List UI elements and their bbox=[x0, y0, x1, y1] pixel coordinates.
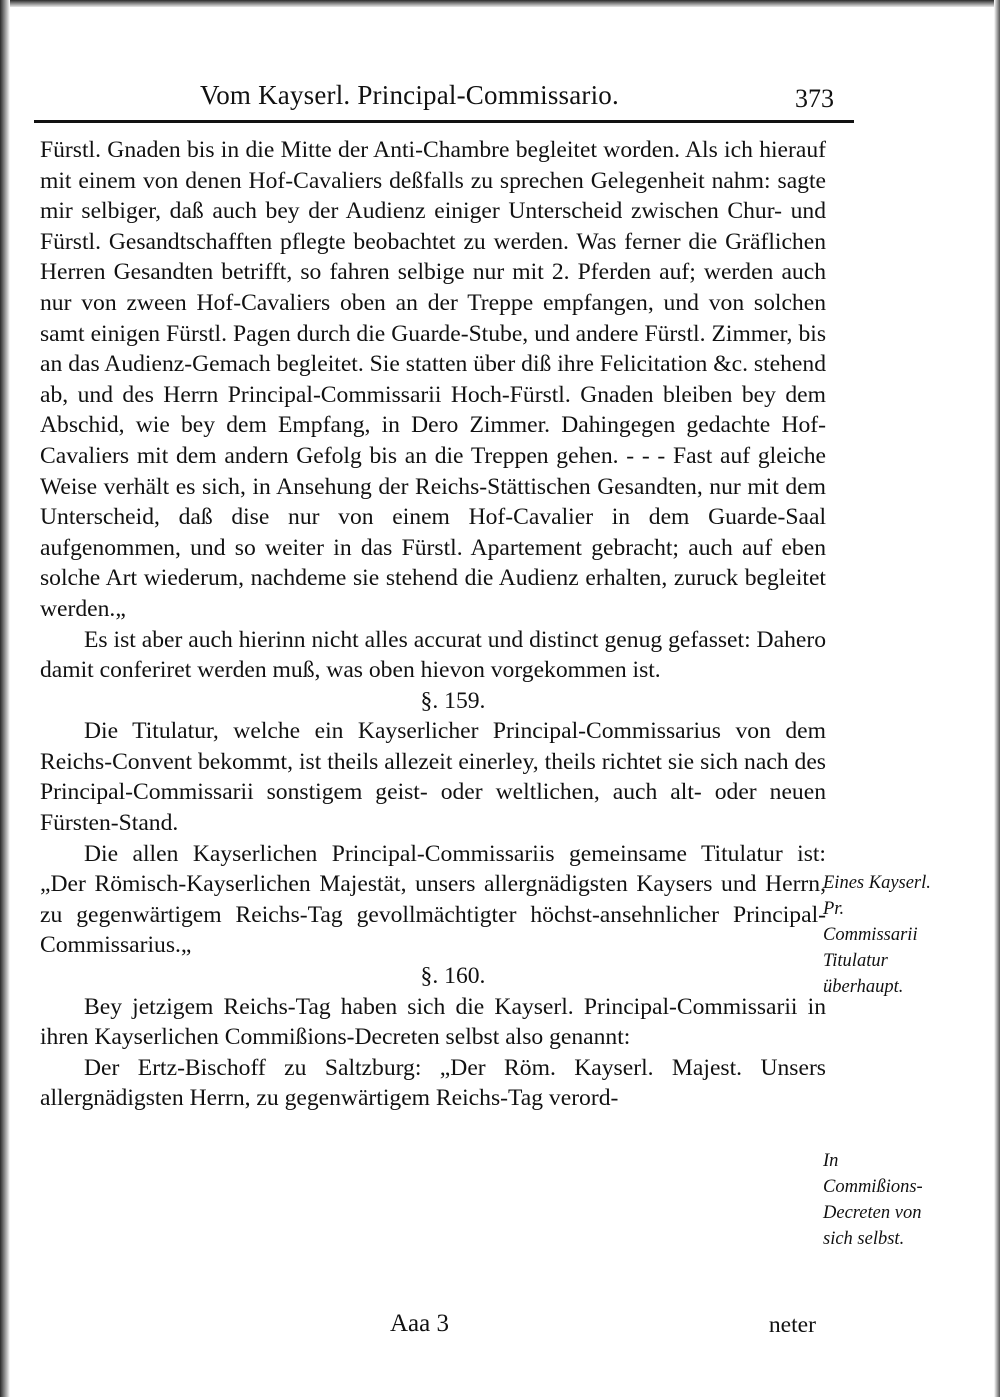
running-title: Vom Kayserl. Principal-Commissario. bbox=[200, 80, 619, 110]
paragraph-continued: Fürstl. Gnaden bis in die Mitte der Anti-Chambre begleitet worden. Als ich hierauf mit einem von denen Hof-Cavaliers deßfalls zu sprechen Gelegenheit nahm: sagte mir selbiger, daß auch bey der Audienz einiger Unterscheid zwischen Chur- und Fürstl. Gesandtschafften pflegte beobachtet zu werden. Was ferner die Gräflichen Herren Gesandten betrifft, so fahren selbige nur mit 2. Pferden auf; werden auch nur von zween Hof-Cavaliers oben an der Treppe empfangen, und von solchen samt einigen Fürstl. Pagen durch die Guarde-Stube, und andere Fürstl. Zimmer, bis an das Audienz-Gemach begleitet. Sie statten über diß ihre Felicitation &c. stehend ab, und des Herrn Principal-Commissarii Hoch-Fürstl. Gnaden bleiben bey dem Abschid, wie bey dem Empfang, in Dero Zimmer. Dahingegen gedachte Hof-Cavaliers mit dem andern Gefolg bis an die Treppen gehen. - - - Fast auf gleiche Weise verhält es sich, in Ansehung der Reichs-Stättischen Gesandten, nur mit dem Unterscheid, daß dise nur von einem Hof-Cavalier in dem Guarde-Saal aufgenommen, und so weiter in das Fürstl. Apartement gebracht; auch auf eben solche Art wiederum, nachdeme sie stehend die Audienz erhalten, zuruck begleitet werden.„ bbox=[40, 137, 826, 622]
margin-note-decreten: In Commißions-Decreten von sich selbst. bbox=[823, 1151, 923, 1249]
margin-note-titulatur: Eines Kayserl. Pr. Commissarii Titulatur überhaupt. bbox=[823, 873, 931, 997]
paragraph-160-2: Der Ertz-Bischoff zu Saltzburg: „Der Röm. Kayserl. Majest. Unsers allergnädigsten Herrn, zu gegenwärtigem Reichs-Tag verord- bbox=[40, 1054, 826, 1112]
page-number: 373 bbox=[795, 84, 834, 113]
paragraph-160-1: Bey jetzigem Reichs-Tag haben sich die Kayserl. Principal-Commissarii in ihren Kayserlichen Commißions-Decreten selbst also genannt: bbox=[40, 993, 826, 1051]
header-rule bbox=[34, 120, 854, 123]
signature-mark: Aaa 3 bbox=[390, 1310, 449, 1337]
main-text bbox=[40, 135, 826, 1114]
catchword: neter bbox=[768, 1312, 816, 1338]
paragraph-159-2: Die allen Kayserlichen Principal-Commissariis gemeinsame Titulatur ist: „Der Römisch-Kayserlichen Majestät, unsers allergnädigsten Kaysers und Herrn, zu gegenwärtigem Reichs-Tag gevollmächtigter höchst-ansehnlicher Principal-Commissarius.„ bbox=[40, 840, 826, 959]
page-header bbox=[20, 70, 840, 120]
section-heading-159: §. 159. bbox=[420, 687, 486, 714]
page-footer bbox=[40, 1310, 826, 1346]
paragraph-remark: Es ist aber auch hierinn nicht alles accurat und distinct genug gefasset: Dahero damit conferiret werden muß, was oben hievon vorgekommen ist. bbox=[40, 626, 826, 684]
paragraph-159-1: Die Titulatur, welche ein Kayserlicher Principal-Commissarius von dem Reichs-Convent bekommt, ist theils allezeit einerley, theils richtet sie sich nach des Principal-Commissarii sonstigem geist- oder weltlichen, auch alt- oder neuen Fürsten-Stand. bbox=[40, 718, 826, 837]
section-heading-160: §. 160. bbox=[420, 963, 486, 990]
